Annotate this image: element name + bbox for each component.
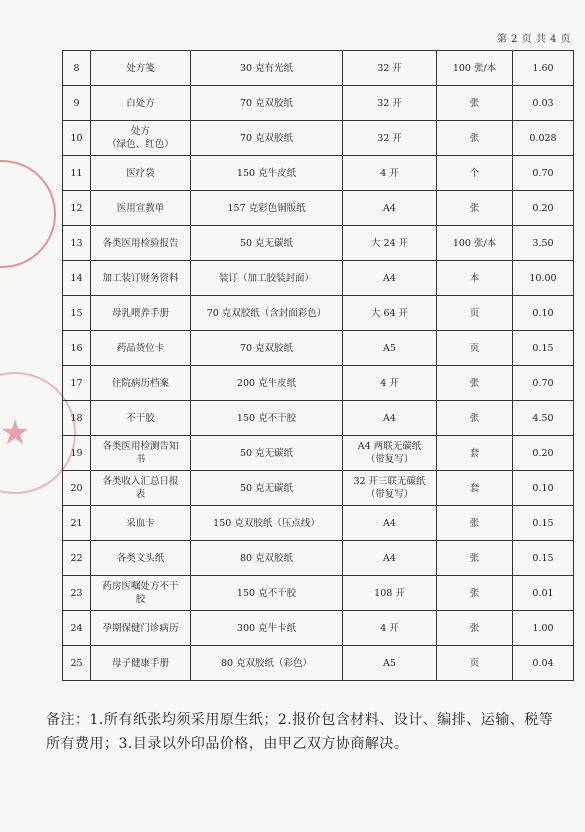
star-icon: ★	[0, 413, 31, 453]
unit-cell: 张	[437, 366, 513, 401]
row-number-cell: 13	[63, 226, 91, 261]
size-format-cell: A5	[343, 331, 437, 366]
size-format-cell: A5	[343, 646, 437, 681]
paper-spec-cell: 70 克双胶纸	[191, 121, 343, 156]
unit-cell: 张	[437, 541, 513, 576]
size-format-cell: 108 开	[343, 576, 437, 611]
item-name-cell: 各类医用检测告知 书	[91, 436, 191, 471]
price-table-body	[63, 51, 574, 681]
item-name-cell: 孕期保健门诊病历	[91, 611, 191, 646]
item-name-cell: 药房医嘱处方不干 胶	[91, 576, 191, 611]
table-row	[63, 541, 574, 576]
unit-cell: 张	[437, 611, 513, 646]
item-name-cell: 不干胶	[91, 401, 191, 436]
paper-spec-cell: 70 克双胶纸（含封面彩色）	[191, 296, 343, 331]
row-number-cell: 11	[63, 156, 91, 191]
unit-price-cell: 0.04	[513, 646, 574, 681]
paper-spec-cell: 150 克不干胶	[191, 401, 343, 436]
paper-spec-cell: 157 克彩色铜版纸	[191, 191, 343, 226]
size-format-cell: 32 开	[343, 86, 437, 121]
unit-price-cell: 0.03	[513, 86, 574, 121]
row-number-cell: 23	[63, 576, 91, 611]
row-number-cell: 8	[63, 51, 91, 86]
row-number-cell: 24	[63, 611, 91, 646]
unit-cell: 100 张/本	[437, 226, 513, 261]
paper-spec-cell: 50 克无碳纸	[191, 471, 343, 506]
page-number: 第 2 页 共 4 页	[496, 34, 571, 45]
unit-price-cell: 0.028	[513, 121, 574, 156]
unit-price-cell: 0.15	[513, 506, 574, 541]
row-number-cell: 16	[63, 331, 91, 366]
item-name-cell: 医用宣教单	[91, 191, 191, 226]
price-table	[62, 50, 574, 681]
table-row	[63, 366, 574, 401]
table-row	[63, 191, 574, 226]
unit-cell: 页	[437, 331, 513, 366]
row-number-cell: 19	[63, 436, 91, 471]
item-name-cell: 处方笺	[91, 51, 191, 86]
item-name-cell: 住院病历档案	[91, 366, 191, 401]
size-format-cell: 32 开	[343, 51, 437, 86]
unit-cell: 张	[437, 506, 513, 541]
paper-spec-cell: 150 克不干胶	[191, 576, 343, 611]
table-row	[63, 86, 574, 121]
unit-price-cell: 0.01	[513, 576, 574, 611]
item-name-cell: 采血卡	[91, 506, 191, 541]
table-row	[63, 646, 574, 681]
item-name-cell: 处方 （绿色、红色）	[91, 121, 191, 156]
size-format-cell: 4 开	[343, 611, 437, 646]
unit-price-cell: 0.20	[513, 436, 574, 471]
item-name-cell: 加工装订财务资料	[91, 261, 191, 296]
table-row	[63, 226, 574, 261]
table-row	[63, 51, 574, 86]
unit-price-cell: 0.15	[513, 541, 574, 576]
item-name-cell: 药品货位卡	[91, 331, 191, 366]
size-format-cell: A4	[343, 261, 437, 296]
unit-cell: 个	[437, 156, 513, 191]
table-row	[63, 576, 574, 611]
unit-cell: 100 张/本	[437, 51, 513, 86]
unit-cell: 张	[437, 121, 513, 156]
unit-price-cell: 4.50	[513, 401, 574, 436]
unit-price-cell: 10.00	[513, 261, 574, 296]
paper-spec-cell: 30 克有光纸	[191, 51, 343, 86]
row-number-cell: 12	[63, 191, 91, 226]
item-name-cell: 母乳喂养手册	[91, 296, 191, 331]
unit-cell: 本	[437, 261, 513, 296]
table-row	[63, 331, 574, 366]
unit-cell: 页	[437, 296, 513, 331]
item-name-cell: 各类文头纸	[91, 541, 191, 576]
table-row	[63, 296, 574, 331]
item-name-cell: 医疗袋	[91, 156, 191, 191]
table-row	[63, 401, 574, 436]
row-number-cell: 17	[63, 366, 91, 401]
table-row	[63, 506, 574, 541]
size-format-cell: A4	[343, 541, 437, 576]
paper-spec-cell: 装订（加工胶装封面）	[191, 261, 343, 296]
row-number-cell: 14	[63, 261, 91, 296]
red-seal-stamp	[0, 160, 56, 268]
unit-price-cell: 0.10	[513, 471, 574, 506]
item-name-cell: 各类医用检验报告	[91, 226, 191, 261]
row-number-cell: 21	[63, 506, 91, 541]
row-number-cell: 15	[63, 296, 91, 331]
unit-cell: 张	[437, 191, 513, 226]
unit-price-cell: 0.10	[513, 296, 574, 331]
unit-price-cell: 0.20	[513, 191, 574, 226]
paper-spec-cell: 150 克牛皮纸	[191, 156, 343, 191]
size-format-cell: A4	[343, 506, 437, 541]
table-row	[63, 436, 574, 471]
table-row	[63, 471, 574, 506]
unit-cell: 张	[437, 401, 513, 436]
paper-spec-cell: 300 克牛卡纸	[191, 611, 343, 646]
unit-price-cell: 0.70	[513, 366, 574, 401]
row-number-cell: 10	[63, 121, 91, 156]
item-name-cell: 各类收入汇总日报 表	[91, 471, 191, 506]
unit-price-cell: 1.00	[513, 611, 574, 646]
row-number-cell: 25	[63, 646, 91, 681]
row-number-cell: 9	[63, 86, 91, 121]
size-format-cell: 大 24 开	[343, 226, 437, 261]
size-format-cell: 4 开	[343, 156, 437, 191]
unit-cell: 套	[437, 436, 513, 471]
item-name-cell: 白处方	[91, 86, 191, 121]
row-number-cell: 22	[63, 541, 91, 576]
size-format-cell: 32 开	[343, 121, 437, 156]
table-row	[63, 611, 574, 646]
unit-cell: 张	[437, 576, 513, 611]
unit-price-cell: 3.50	[513, 226, 574, 261]
paper-spec-cell: 50 克无碳纸	[191, 436, 343, 471]
unit-cell: 页	[437, 646, 513, 681]
paper-spec-cell: 70 克双胶纸	[191, 331, 343, 366]
item-name-cell: 母子健康手册	[91, 646, 191, 681]
paper-spec-cell: 70 克双胶纸	[191, 86, 343, 121]
table-row	[63, 121, 574, 156]
unit-price-cell: 0.70	[513, 156, 574, 191]
paper-spec-cell: 50 克无碳纸	[191, 226, 343, 261]
paper-spec-cell: 80 克双胶纸	[191, 541, 343, 576]
table-row	[63, 261, 574, 296]
remarks-note: 备注：1.所有纸张均须采用原生纸；2.报价包含材料、设计、编排、运输、税等所有费用；3.目录以外印品价格，由甲乙双方协商解决。	[46, 712, 554, 752]
table-row	[63, 156, 574, 191]
size-format-cell: 32 开三联无碳纸 （带复写）	[343, 471, 437, 506]
unit-price-cell: 0.15	[513, 331, 574, 366]
row-number-cell: 18	[63, 401, 91, 436]
paper-spec-cell: 150 克双胶纸（压点线）	[191, 506, 343, 541]
unit-cell: 张	[437, 86, 513, 121]
size-format-cell: A4 两联无碳纸 （带复写）	[343, 436, 437, 471]
row-number-cell: 20	[63, 471, 91, 506]
paper-spec-cell: 80 克双胶纸（彩色）	[191, 646, 343, 681]
size-format-cell: 大 64 开	[343, 296, 437, 331]
unit-price-cell: 1.60	[513, 51, 574, 86]
unit-cell: 套	[437, 471, 513, 506]
size-format-cell: 4 开	[343, 366, 437, 401]
size-format-cell: A4	[343, 401, 437, 436]
size-format-cell: A4	[343, 191, 437, 226]
paper-spec-cell: 200 克牛皮纸	[191, 366, 343, 401]
